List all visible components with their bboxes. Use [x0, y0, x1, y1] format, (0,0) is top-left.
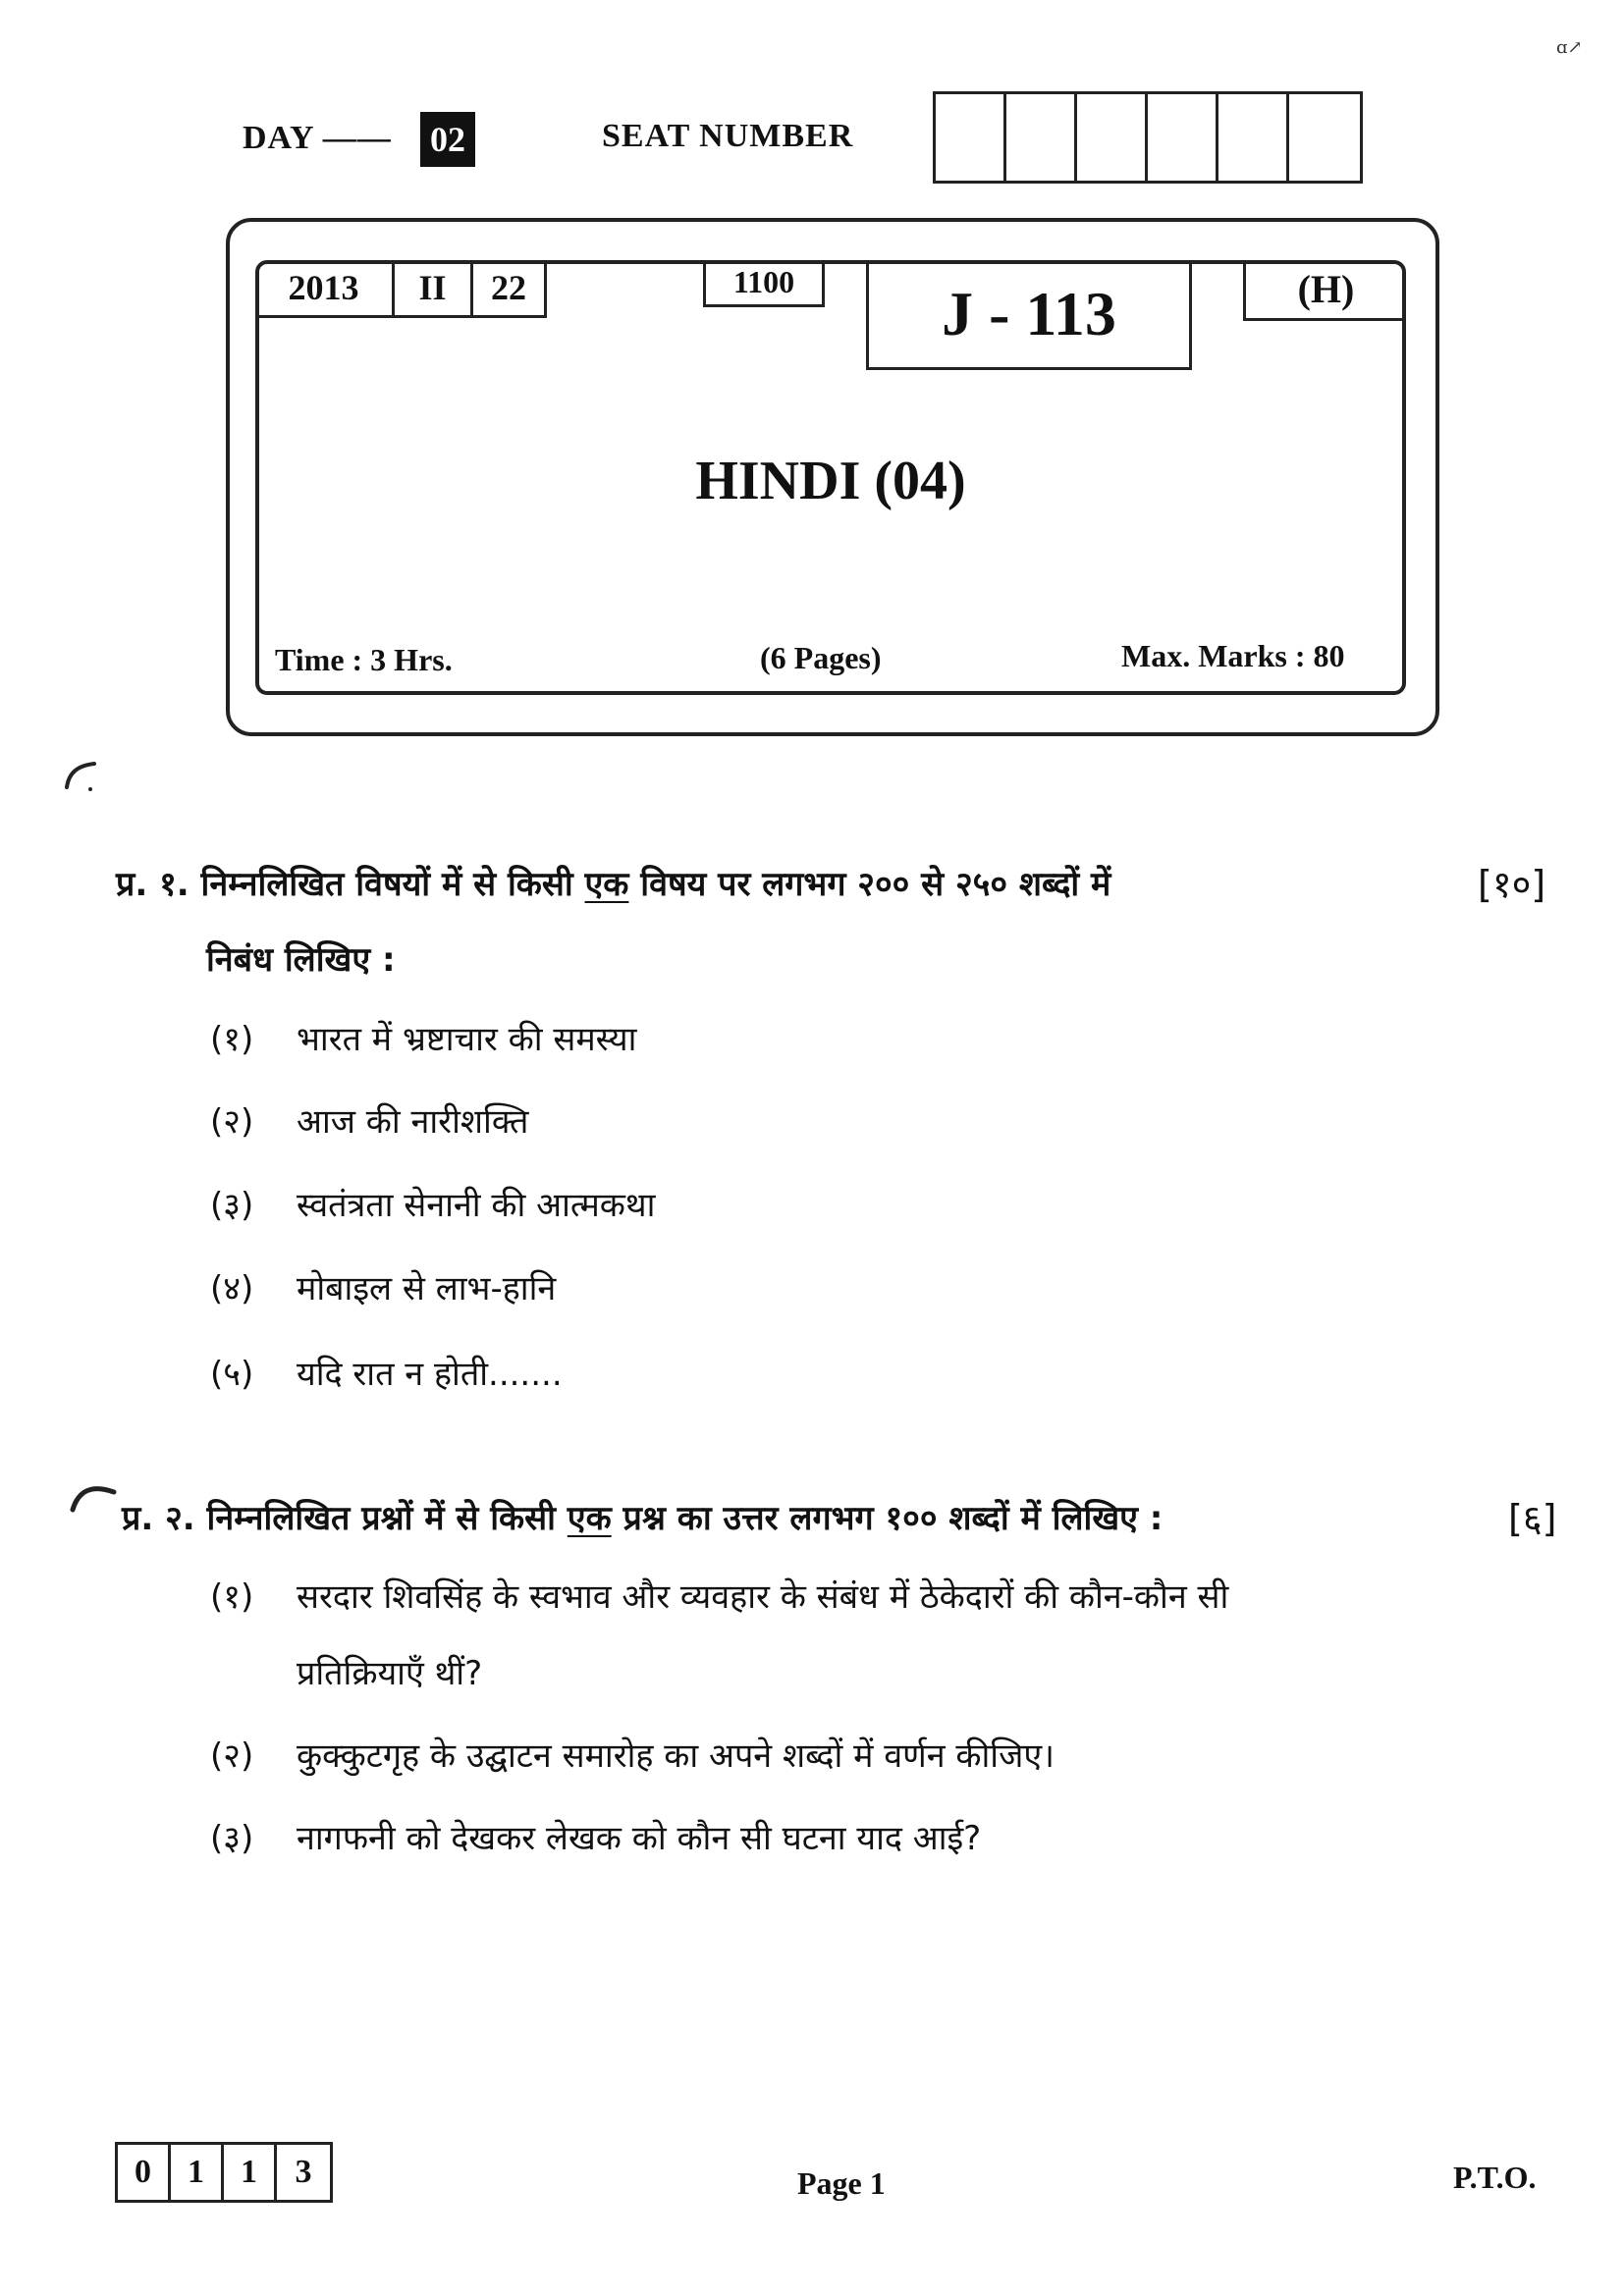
- question-1-prefix: प्र. १. निम्नलिखित विषयों में से किसी: [116, 865, 585, 904]
- footer-code-digit: 0: [118, 2145, 171, 2200]
- option-text: नागफनी को देखकर लेखक को कौन सी घटना याद आई?: [297, 1819, 982, 1858]
- seat-number-cell: [936, 94, 1006, 181]
- corner-mark: ɑ↗: [1556, 37, 1583, 58]
- seat-number-cell: [1077, 94, 1148, 181]
- seat-number-label: SEAT NUMBER: [602, 118, 854, 154]
- question-1-option: [210, 1097, 528, 1143]
- max-marks-label: Max. Marks : 80: [1121, 638, 1345, 673]
- question-1-marks: [१०]: [1478, 863, 1546, 906]
- question-2-option: [210, 1573, 1228, 1618]
- option-text: आज की नारीशक्ति: [297, 1102, 529, 1142]
- question-2-option-cont: प्रतिक्रियाएँ थीं?: [297, 1654, 483, 1693]
- medium-code: (H): [1243, 260, 1406, 321]
- option-number: (२): [210, 1736, 254, 1776]
- question-1-option: [210, 1181, 655, 1226]
- question-1-option: [210, 1264, 556, 1309]
- exam-day: 22: [491, 268, 526, 307]
- question-1-suffix: विषय पर लगभग २०० से २५० शब्दों में: [628, 865, 1111, 904]
- day-value: 02: [420, 112, 475, 167]
- option-number: (४): [210, 1269, 254, 1308]
- option-text: कुक्कुटगृह के उद्घाटन समारोह का अपने शब्दों में वर्णन कीजिए।: [297, 1736, 1056, 1776]
- question-1-option: [210, 1350, 563, 1395]
- option-text: स्वतंत्रता सेनानी की आत्मकथा: [297, 1186, 656, 1225]
- option-number: (२): [210, 1102, 254, 1142]
- option-number: (१): [210, 1020, 254, 1059]
- question-2-marks: [६]: [1508, 1497, 1557, 1540]
- footer-code-digit: 1: [224, 2145, 277, 2200]
- footer-code-digit: 1: [171, 2145, 224, 2200]
- series-code: 1100: [703, 260, 825, 307]
- pen-mark-icon: [61, 754, 100, 793]
- option-number: (३): [210, 1186, 254, 1225]
- option-number: (५): [210, 1355, 254, 1394]
- question-2-text: [122, 1494, 1163, 1539]
- footer-code-boxes: [115, 2142, 333, 2203]
- question-2-emphasis: एक: [567, 1499, 612, 1538]
- option-text: यदि रात न होती.......: [297, 1355, 563, 1394]
- option-number: (३): [210, 1819, 254, 1858]
- option-text: सरदार शिवसिंह के स्वभाव और व्यवहार के संबंध में ठेकेदारों की कौन-कौन सी: [297, 1577, 1229, 1617]
- time-label: Time : 3 Hrs.: [275, 642, 453, 677]
- seat-number-cell: [1218, 94, 1289, 181]
- question-2-suffix: प्रश्न का उत्तर लगभग १०० शब्दों में लिखिए :: [611, 1499, 1164, 1538]
- question-1-option: [210, 1015, 636, 1060]
- paper-code: J - 113: [866, 260, 1192, 370]
- question-2-option: [210, 1732, 1055, 1777]
- option-text: भारत में भ्रष्टाचार की समस्या: [297, 1020, 637, 1059]
- exam-year: 2013: [255, 260, 395, 315]
- seat-number-cell: [1289, 94, 1360, 181]
- seat-number-cell: [1148, 94, 1218, 181]
- seat-number-boxes: [933, 91, 1363, 184]
- question-1-text-cont: निबंध लिखिए :: [206, 940, 396, 980]
- question-1-text: [116, 860, 1110, 905]
- option-number: (१): [210, 1577, 254, 1617]
- exam-code-boxes: [255, 260, 547, 318]
- seat-number-cell: [1006, 94, 1077, 181]
- page-number: Page 1: [797, 2165, 886, 2201]
- footer-code-digit: 3: [295, 2154, 312, 2190]
- pto-label: P.T.O.: [1453, 2160, 1537, 2195]
- subject-title: HINDI (04): [695, 451, 966, 511]
- question-2-prefix: प्र. २. निम्नलिखित प्रश्नों में से किसी: [122, 1499, 568, 1538]
- exam-session: II: [395, 260, 473, 315]
- question-1-emphasis: एक: [584, 865, 629, 904]
- pen-mark-icon: [69, 1480, 120, 1514]
- pages-label: (6 Pages): [760, 640, 882, 675]
- question-2-option: [210, 1814, 981, 1859]
- option-text: मोबाइल से लाभ-हानि: [297, 1269, 557, 1308]
- day-label: DAY ——: [243, 120, 392, 156]
